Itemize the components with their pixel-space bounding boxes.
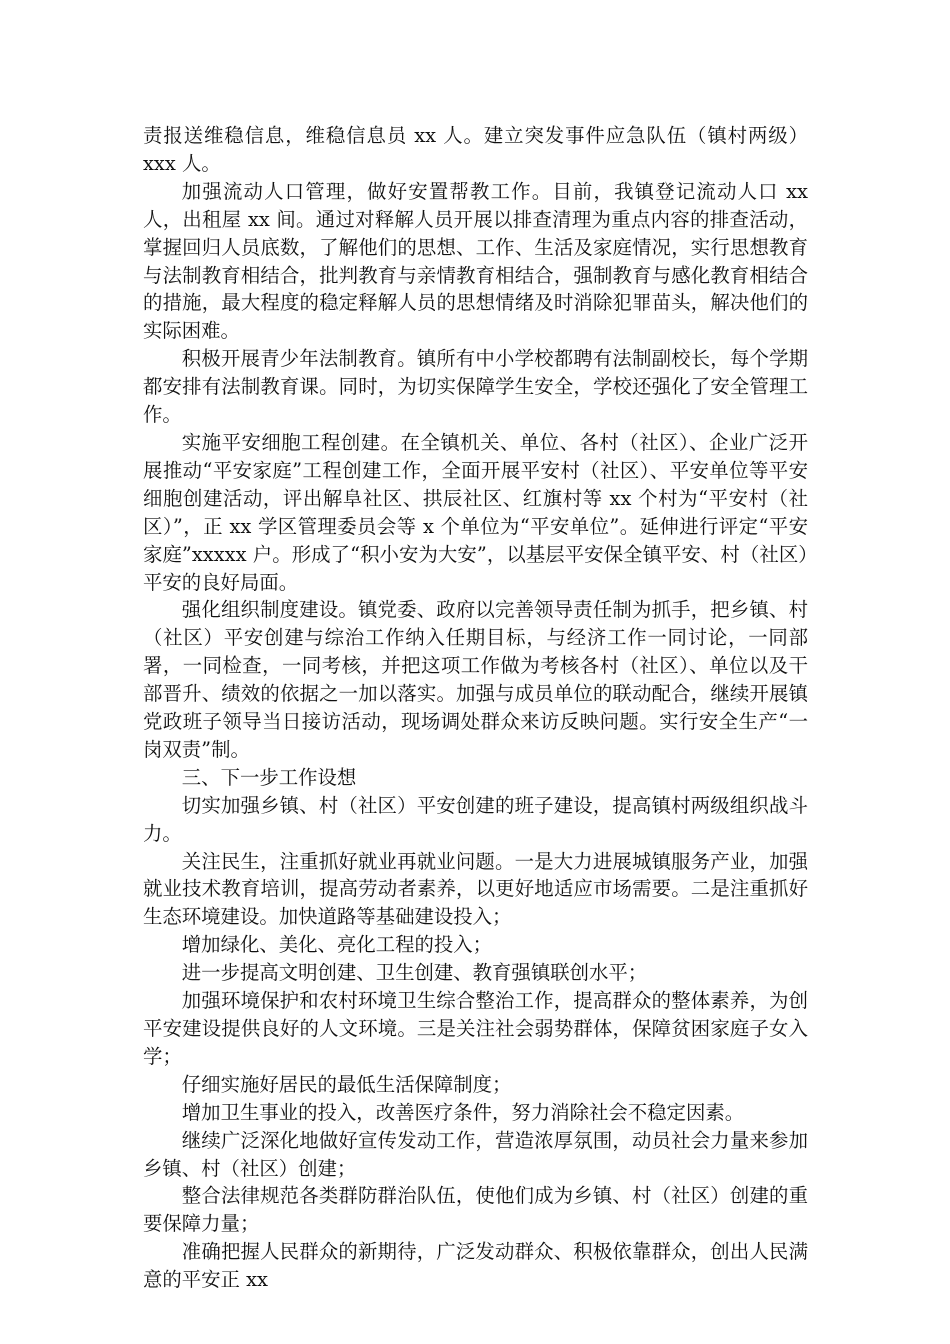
paragraph-2: 加强流动人口管理，做好安置帮教工作。目前，我镇登记流动人口 xx 人，出租屋 xx 间。通过对释解人员开展以排查清理为重点内容的排查活动，掌握回归人员底数，了解他们的思想、工作、生活及家庭情况，实行思想教育与法制教育相结合，批判教育与亲情教育相结合，强制教育与感化教育相结合的措施，最大程度的稳定释解人员的思想情绪及时消除犯罪苗头，解决他们的实际困难。	[143, 179, 808, 343]
paragraph-14: 继续广泛深化地做好宣传发动工作，营造浓厚氛围，动员社会力量来参加乡镇、村（社区）创建；	[143, 1128, 808, 1180]
paragraph-15: 整合法律规范各类群防群治队伍，使他们成为乡镇、村（社区）创建的重要保障力量；	[143, 1184, 808, 1236]
paragraph-16: 准确把握人民群众的新期待，广泛发动群众、积极依靠群众，创出人民满意的平安正 xx	[143, 1240, 808, 1292]
paragraph-4: 实施平安细胞工程创建。在全镇机关、单位、各村（社区）、企业广泛开展推动“平安家庭”工程创建工作，全面开展平安村（社区）、平安单位等平安细胞创建活动，评出解阜社区、拱辰社区、红旗村等 xx 个村为“平安村（社区）”，正 xx 学区管理委员会等 x 个单位为“平安单位”。延伸进行评定“平安家庭”xxxxx 户。形成了“积小安为大安”，以基层平安保全镇平安、村（社区）平安的良好局面。	[143, 430, 808, 594]
paragraph-11: 加强环境保护和农村环境卫生综合整治工作，提高群众的整体素养，为创平安建设提供良好的人文环境。三是关注社会弱势群体，保障贫困家庭子女入学；	[143, 989, 808, 1068]
section-heading: 三、下一步工作设想	[181, 765, 357, 789]
paragraph-8: 关注民生，注重抓好就业再就业问题。一是大力进展城镇服务产业，加强就业技术教育培训，提高劳动者素养，以更好地适应市场需要。二是注重抓好生态环境建设。加快道路等基础建设投入；	[143, 849, 808, 929]
paragraph-10: 进一步提高文明创建、卫生创建、教育强镇联创水平；	[181, 961, 648, 985]
paragraph-5: 强化组织制度建设。镇党委、政府以完善领导责任制为抓手，把乡镇、村（社区）平安创建与综治工作纳入任期目标，与经济工作一同讨论，一同部署，一同检查，一同考核，并把这项工作做为考核各村（社区）、单位以及干部晋升、绩效的依据之一加以落实。加强与成员单位的联动配合，继续开展镇党政班子领导当日接访活动，现场调处群众来访反映问题。实行安全生产“一岗双责”制。	[143, 598, 808, 761]
paragraph-12: 仔细实施好居民的最低生活保障制度；	[181, 1072, 512, 1096]
paragraph-3: 积极开展青少年法制教育。镇所有中小学校都聘有法制副校长，每个学期都安排有法制教育课。同时，为切实保障学生安全，学校还强化了安全管理工作。	[143, 347, 808, 427]
paragraph-13: 增加卫生事业的投入，改善医疗条件，努力消除社会不稳定因素。	[181, 1100, 745, 1124]
paragraph-9: 增加绿化、美化、亮化工程的投入；	[181, 933, 493, 957]
document-body	[143, 122, 808, 1294]
paragraph-7: 切实加强乡镇、村（社区）平安创建的班子建设，提高镇村两级组织战斗力。	[143, 793, 808, 845]
paragraph-1: 责报送维稳信息，维稳信息员 xx 人。建立突发事件应急队伍（镇村两级）xxx 人。	[143, 124, 808, 175]
